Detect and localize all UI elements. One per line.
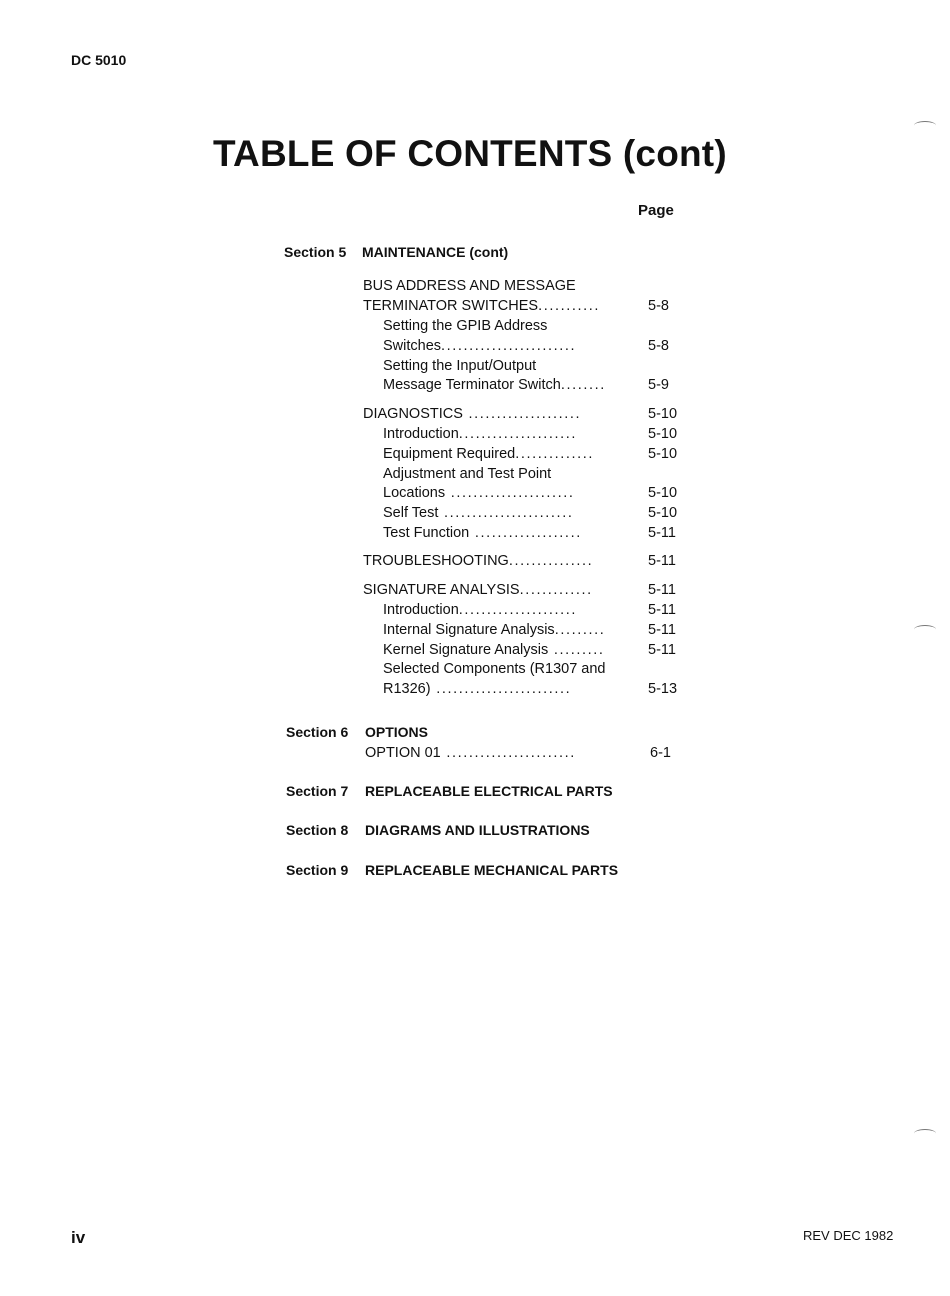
document-id: DC 5010 [71, 52, 127, 68]
toc-entry [363, 405, 581, 423]
page-number: iv [71, 1228, 86, 1247]
toc-entry-text: Locations [383, 485, 446, 501]
toc-entry [383, 425, 577, 443]
toc-entry [383, 680, 571, 698]
section-5-label: Section 5 [284, 244, 347, 260]
toc-entry [383, 317, 547, 335]
toc-entry-text: R1326) [383, 681, 431, 697]
toc-page-number: 5-10 [648, 446, 678, 462]
toc-leader-dots: ....................... [440, 745, 576, 761]
toc-entry [383, 504, 573, 522]
toc-leader-dots: ......... [554, 622, 606, 638]
toc-page-number: 5-8 [648, 298, 669, 314]
toc-page-number: 5-11 [648, 553, 676, 569]
toc-entry-text: Adjustment and Test Point [383, 466, 552, 482]
toc-page-number: 5-10 [648, 406, 678, 422]
margin-mark [914, 625, 936, 634]
toc-entry-text: OPTION 01 [365, 745, 441, 761]
toc-entry-text: TERMINATOR SWITCHES [363, 298, 539, 314]
toc-leader-dots: ............... [508, 553, 594, 569]
toc-page-number: 5-10 [648, 485, 678, 501]
toc-entry [383, 660, 605, 678]
toc-entry [383, 357, 536, 375]
toc-leader-dots: ......... [548, 642, 605, 658]
toc-entry-text: SIGNATURE ANALYSIS [363, 582, 520, 598]
toc-entry-text: Introduction [383, 602, 459, 618]
toc-entry [383, 621, 605, 639]
section-6-title: OPTIONS [365, 724, 429, 740]
toc-leader-dots: .................... [462, 406, 582, 422]
toc-leader-dots: ..................... [458, 602, 577, 618]
section-5-title: MAINTENANCE (cont) [362, 244, 509, 260]
toc-page-number: 5-11 [648, 642, 676, 658]
toc-entry-text: Introduction [383, 426, 459, 442]
toc-entry [383, 376, 606, 394]
toc-entry-text: Setting the Input/Output [383, 358, 537, 374]
section-6-label: Section 6 [286, 724, 349, 740]
section-7-title: REPLACEABLE ELECTRICAL PARTS [365, 783, 613, 799]
toc-entry-text: DIAGNOSTICS [363, 406, 463, 422]
toc-page-number: 5-13 [648, 681, 678, 697]
revision-date: REV DEC 1982 [803, 1228, 894, 1243]
page-column-heading: Page [638, 202, 674, 219]
toc-entry-text: Equipment Required [383, 446, 516, 462]
toc-entry [363, 297, 600, 315]
toc-page-number: 5-11 [648, 602, 676, 618]
toc-entry [383, 601, 577, 619]
toc-entry [383, 524, 582, 542]
section-7-label: Section 7 [286, 783, 349, 799]
toc-page-number: 5-11 [648, 622, 676, 638]
toc-entry [383, 641, 605, 659]
toc-entry-text: TROUBLESHOOTING [363, 553, 509, 569]
toc-entry [365, 744, 576, 762]
toc-entry-text: Message Terminator Switch [383, 377, 561, 393]
toc-leader-dots: ........................ [441, 338, 577, 354]
toc-page-number: 5-10 [648, 426, 678, 442]
toc-leader-dots: .............. [515, 446, 595, 462]
toc-entry-text: Selected Components (R1307 and [383, 661, 606, 677]
toc-page-number: 5-11 [648, 582, 676, 598]
toc-entry-text: Kernel Signature Analysis [383, 642, 549, 658]
toc-entry [383, 484, 575, 502]
toc-entry [383, 465, 551, 483]
toc-entry-text: Switches [383, 338, 442, 354]
toc-entry [383, 337, 576, 355]
toc-leader-dots: ........................ [430, 681, 572, 697]
toc-entry-text: Test Function [383, 525, 470, 541]
toc-leader-dots: ...................... [445, 485, 575, 501]
toc-page-number: 5-9 [648, 377, 669, 393]
toc-page-number: 5-11 [648, 525, 676, 541]
toc-leader-dots: ........ [560, 377, 606, 393]
toc-entry-text: Self Test [383, 505, 439, 521]
toc-entry-text: Setting the GPIB Address [383, 318, 548, 334]
margin-mark [914, 1129, 936, 1138]
toc-page-number: 5-10 [648, 505, 678, 521]
toc-entry-text: Internal Signature Analysis [383, 622, 555, 638]
toc-entry [363, 277, 576, 295]
toc-entry [383, 445, 594, 463]
toc-page-number: 5-8 [648, 338, 669, 354]
toc-leader-dots: ....................... [438, 505, 574, 521]
toc-entry [363, 552, 593, 570]
toc-entry-text: BUS ADDRESS AND MESSAGE [363, 278, 576, 294]
section-9-title: REPLACEABLE MECHANICAL PARTS [365, 862, 619, 878]
section-9-label: Section 9 [286, 862, 349, 878]
toc-leader-dots: ................... [469, 525, 582, 541]
toc-leader-dots: ..................... [458, 426, 577, 442]
margin-mark [914, 121, 936, 130]
toc-leader-dots: ............. [519, 582, 593, 598]
toc-page-number: 6-1 [650, 745, 671, 761]
section-8-label: Section 8 [286, 822, 349, 838]
section-8-title: DIAGRAMS AND ILLUSTRATIONS [365, 822, 590, 838]
toc-leader-dots: ........... [538, 298, 600, 314]
page-title: TABLE OF CONTENTS (cont) [213, 133, 727, 174]
toc-entry [363, 581, 593, 599]
